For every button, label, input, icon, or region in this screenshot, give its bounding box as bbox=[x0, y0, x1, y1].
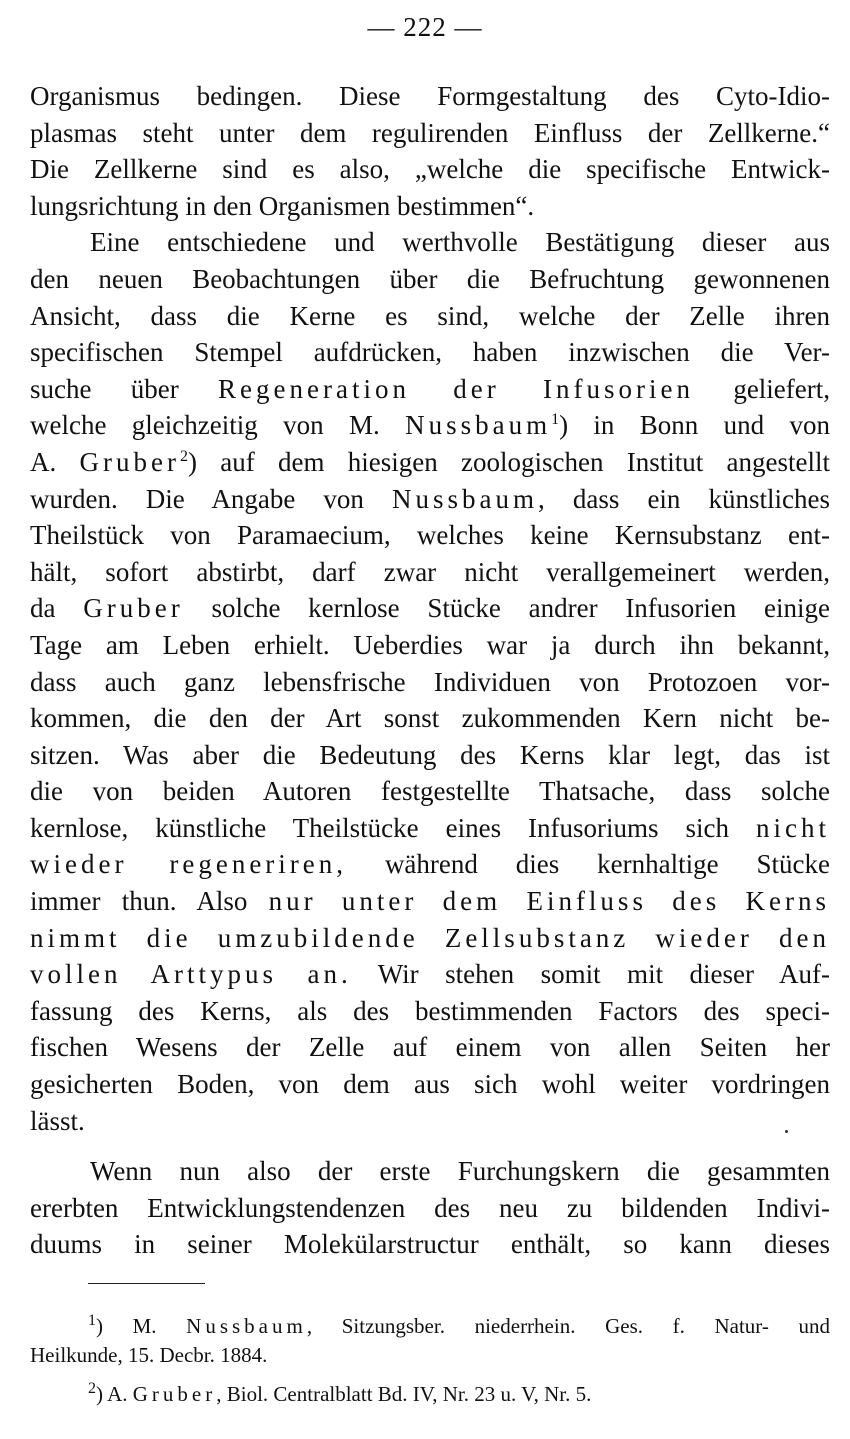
footnotes bbox=[30, 1312, 830, 1409]
text-line bbox=[30, 407, 830, 444]
spaced-emphasis: Regeneration der Infusorien bbox=[218, 373, 695, 404]
spaced-emphasis: nicht bbox=[756, 812, 830, 843]
spaced-emphasis: vollen Arttypus an. bbox=[30, 959, 352, 990]
text-line bbox=[30, 846, 830, 883]
text-line: Wenn nun also der erste Furchungskern die gesammten bbox=[90, 1156, 830, 1187]
text-line: fassung des Kerns, als des bestimmenden Factors des speci- bbox=[30, 995, 830, 1026]
text-fragment: während dies kernhaltige Stücke bbox=[384, 849, 831, 880]
text-fragment: ) auf dem hiesigen zoologischen Institut angestellt bbox=[188, 446, 830, 477]
text-line: duums in seiner Molekülarstructur enthält, so kann dieses bbox=[30, 1229, 830, 1260]
page-number: — 222 — bbox=[367, 12, 483, 42]
text-fragment: Wir stehen somit mit dieser Auf- bbox=[377, 959, 830, 990]
text-fragment: ) in Bonn und von bbox=[559, 410, 830, 441]
text-fragment: wurden. Die Angabe von bbox=[30, 483, 364, 514]
footnote-2 bbox=[30, 1380, 830, 1409]
text-line: fischen Wesens der Zelle auf einem von allen Seiten her bbox=[30, 1032, 830, 1063]
text-fragment: da bbox=[30, 593, 56, 624]
footnote-mark: 1 bbox=[88, 1312, 96, 1329]
text-line: ererbten Entwicklungstendenzen des neu zu bildenden Indivi- bbox=[30, 1192, 830, 1223]
text-line: dass auch ganz lebensfrische Individuen von Protozoen vor- bbox=[30, 666, 830, 697]
spaced-emphasis: nur unter dem Einfluss des Kerns bbox=[268, 886, 830, 917]
footnote-1 bbox=[30, 1312, 830, 1341]
footnote-1-continuation: Heilkunde, 15. Decbr. 1884. bbox=[30, 1343, 268, 1367]
text-line: Organismus bedingen. Diese Formgestaltung des Cyto-Idio- bbox=[30, 81, 830, 111]
text-line: nimmt die umzubildende Zellsubstanz wieder den bbox=[30, 922, 830, 953]
text-fragment: , dass ein künstliches bbox=[538, 483, 830, 514]
text-line: lungsrichtung in den Organismen bestimmen“. bbox=[30, 190, 535, 221]
text-line: specifischen Stempel aufdrücken, haben inzwischen die Ver- bbox=[30, 337, 830, 368]
paragraph-2 bbox=[30, 224, 830, 1139]
text-fragment: ) A. bbox=[96, 1382, 128, 1406]
text-fragment: solche kernlose Stücke andrer Infusorien einige bbox=[211, 593, 830, 624]
footnote-divider bbox=[88, 1283, 205, 1284]
text-line: lässt. bbox=[30, 1105, 85, 1136]
text-line bbox=[30, 444, 830, 481]
text-line: die von beiden Autoren festgestellte Thatsache, dass solche bbox=[30, 776, 830, 807]
text-line: Theilstück von Paramaecium, welches keine Kernsubstanz ent- bbox=[30, 520, 830, 551]
text-line bbox=[30, 956, 830, 993]
text-line: Ansicht, dass die Kerne es sind, welche der Zelle ihren bbox=[30, 300, 830, 331]
text-line bbox=[30, 883, 830, 920]
text-line bbox=[30, 481, 830, 518]
text-line: Eine entschiedene und werthvolle Bestätigung dieser aus bbox=[90, 227, 830, 258]
text-line: den neuen Beobachtungen über die Befruchtung gewonnenen bbox=[30, 263, 830, 294]
text-fragment: geliefert, bbox=[733, 373, 831, 404]
author-name-emphasis: Gruber bbox=[83, 593, 184, 624]
footnote-ref: 1 bbox=[551, 411, 560, 429]
text-fragment: , Sitzungsber. niederrhein. Ges. f. Natur- und bbox=[306, 1314, 830, 1338]
text-line: sitzen. Was aber die Bedeutung des Kerns klar legt, das ist bbox=[30, 739, 830, 770]
paragraph-gap bbox=[30, 1139, 830, 1153]
main-text bbox=[30, 78, 830, 1263]
text-line: Tage am Leben erhielt. Ueberdies war ja durch ihn bekannt, bbox=[30, 629, 830, 660]
text-line bbox=[30, 371, 830, 408]
text-line: kommen, die den der Art sonst zukommenden Kern nicht be- bbox=[30, 703, 830, 734]
text-line: hält, sofort abstirbt, darf zwar nicht verallgemeinert werden, bbox=[30, 556, 830, 587]
author-name-emphasis: Gruber bbox=[132, 1382, 217, 1406]
text-fragment: suche über bbox=[30, 373, 179, 404]
print-speck bbox=[785, 1130, 788, 1133]
text-fragment: immer thun. Also bbox=[30, 886, 248, 917]
text-line bbox=[30, 810, 830, 847]
text-line: gesicherten Boden, von dem aus sich wohl weiter vordringen bbox=[30, 1069, 830, 1100]
author-name-emphasis: Nussbaum bbox=[186, 1314, 307, 1338]
author-name-emphasis: Nussbaum bbox=[392, 483, 539, 514]
text-fragment: A. bbox=[30, 446, 57, 477]
text-fragment: ) M. bbox=[96, 1314, 157, 1338]
text-fragment: kernlose, künstliche Theilstücke eines Infusoriums sich bbox=[30, 812, 730, 843]
spaced-emphasis: wieder regeneriren, bbox=[30, 849, 348, 880]
text-fragment: , Biol. Centralblatt Bd. IV, Nr. 23 u. V, Nr. 5. bbox=[216, 1382, 592, 1406]
paragraph-3 bbox=[30, 1153, 830, 1263]
text-fragment: welche gleichzeitig von M. bbox=[30, 410, 380, 441]
author-name-emphasis: Gruber bbox=[79, 446, 180, 477]
text-line bbox=[30, 590, 830, 627]
footnote-mark: 2 bbox=[88, 1380, 96, 1397]
text-line: Die Zellkerne sind es also, „welche die specifische Entwick- bbox=[30, 154, 830, 185]
footnote-ref: 2 bbox=[180, 447, 188, 465]
paragraph-1 bbox=[30, 78, 830, 224]
author-name-emphasis: Nussbaum bbox=[405, 410, 552, 441]
text-line: plasmas steht unter dem regulirenden Einfluss der Zellkerne.“ bbox=[30, 117, 830, 148]
